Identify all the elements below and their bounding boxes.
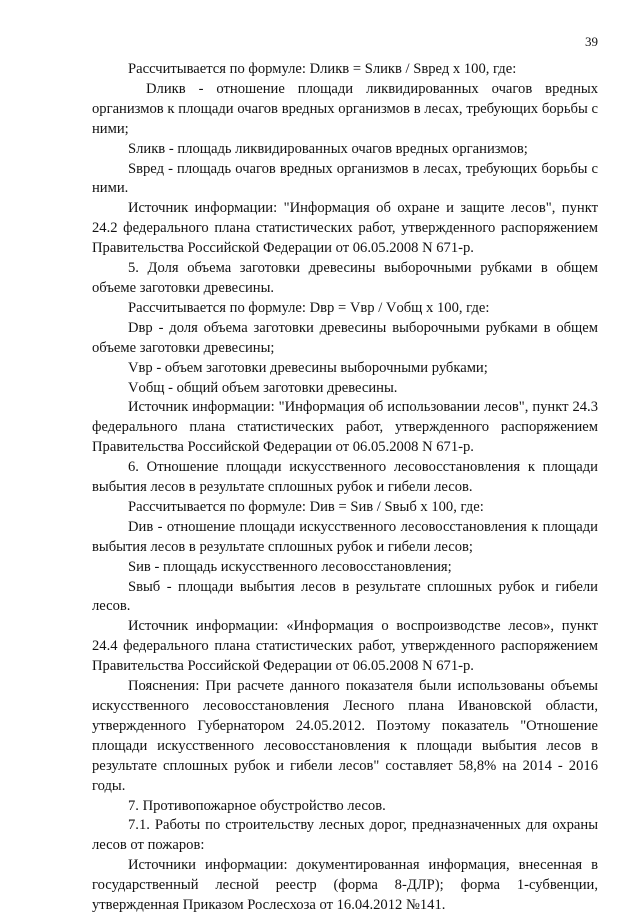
explanation-paragraph: Пояснения: При расчете данного показателя были использованы объемы искусственного лесовосстановления Лесного плана Ивановской области, утвержденного Губернатором 24.05.2012. Поэтому показатель "Отношение площади искусственного лесовосстановления к площади выбытия лесов в результате сплошных рубок и гибели лесов" составляет 58,8% на 2014 - 2016 годы.: [92, 678, 598, 794]
definition-d-iv: Dив - отношение площади искусственного лесовосстановления к площади выбытия лесов в результате сплошных рубок и гибели лесов;: [92, 518, 598, 555]
source-paragraph-4: Источники информации: документированная информация, внесенная в государственный лесной реестр (форма 8-ДЛР); форма 1-субвенции, утвержденная Приказом Рослесхоза от 16.04.2012 №141.: [92, 857, 598, 914]
formula-3: Рассчитывается по формуле: Dив = Sив / Sвыб x 100, где:: [128, 498, 484, 515]
document-body: [92, 60, 598, 916]
item-5-heading: 5. Доля объема заготовки древесины выборочными рубками в общем объеме заготовки древесины.: [92, 260, 598, 296]
page-number: 39: [585, 34, 598, 49]
formula-1: Рассчитывается по формуле: Dликв = Sликв / Sвред x 100, где:: [128, 61, 517, 77]
formula-2: Рассчитывается по формуле: Dвр = Vвр / Vобщ x 100, где:: [128, 299, 490, 316]
source-paragraph-3: Источник информации: «Информация о воспроизводстве лесов», пункт 24.4 федерального плана статистических работ, утвержденного распоряжением Правительства Российской Федерации от 06.05.2008 N 671-р.: [92, 618, 598, 675]
definition-v-vr: Vвр - объем заготовки древесины выборочными рубками;: [128, 359, 488, 376]
source-paragraph-1: Источник информации: "Информация об охране и защите лесов", пункт 24.2 федерального плана статистических работ, утвержденного распоряжением Правительства Российской Федерации от 06.05.2008 N 671-р.: [92, 200, 598, 257]
definition-v-obshch: Vобщ - общий объем заготовки древесины.: [128, 379, 398, 396]
item-7-heading: 7. Противопожарное обустройство лесов.: [128, 797, 386, 814]
definition-d-likv: Dликв - отношение площади ликвидированных очагов вредных организмов к площади очагов вредных организмов в лесах, требующих борьбы с ними;: [92, 80, 598, 137]
definition-d-vr: Dвр - доля объема заготовки древесины выборочными рубками в общем объеме заготовки древесины;: [92, 319, 598, 356]
item-6-heading: 6. Отношение площади искусственного лесовосстановления к площади выбытия лесов в результате сплошных рубок и гибели лесов.: [92, 459, 598, 496]
definition-s-vyb: Sвыб - площади выбытия лесов в результате сплошных рубок и гибели лесов.: [92, 578, 598, 615]
definition-s-vred: Sвред - площадь очагов вредных организмов в лесах, требующих борьбы с ними.: [92, 160, 598, 197]
item-7-1-heading: 7.1. Работы по строительству лесных дорог, предназначенных для охраны лесов от пожаров:: [92, 817, 598, 854]
definition-s-iv: Sив - площадь искусственного лесовосстановления;: [128, 558, 452, 575]
source-paragraph-2: Источник информации: "Информация об использовании лесов", пункт 24.3 федерального плана статистических работ, утвержденного распоряжением Правительства Российской Федерации от 06.05.2008 N 671-р.: [92, 399, 598, 456]
definition-s-likv: Sликв - площадь ликвидированных очагов вредных организмов;: [128, 140, 528, 157]
